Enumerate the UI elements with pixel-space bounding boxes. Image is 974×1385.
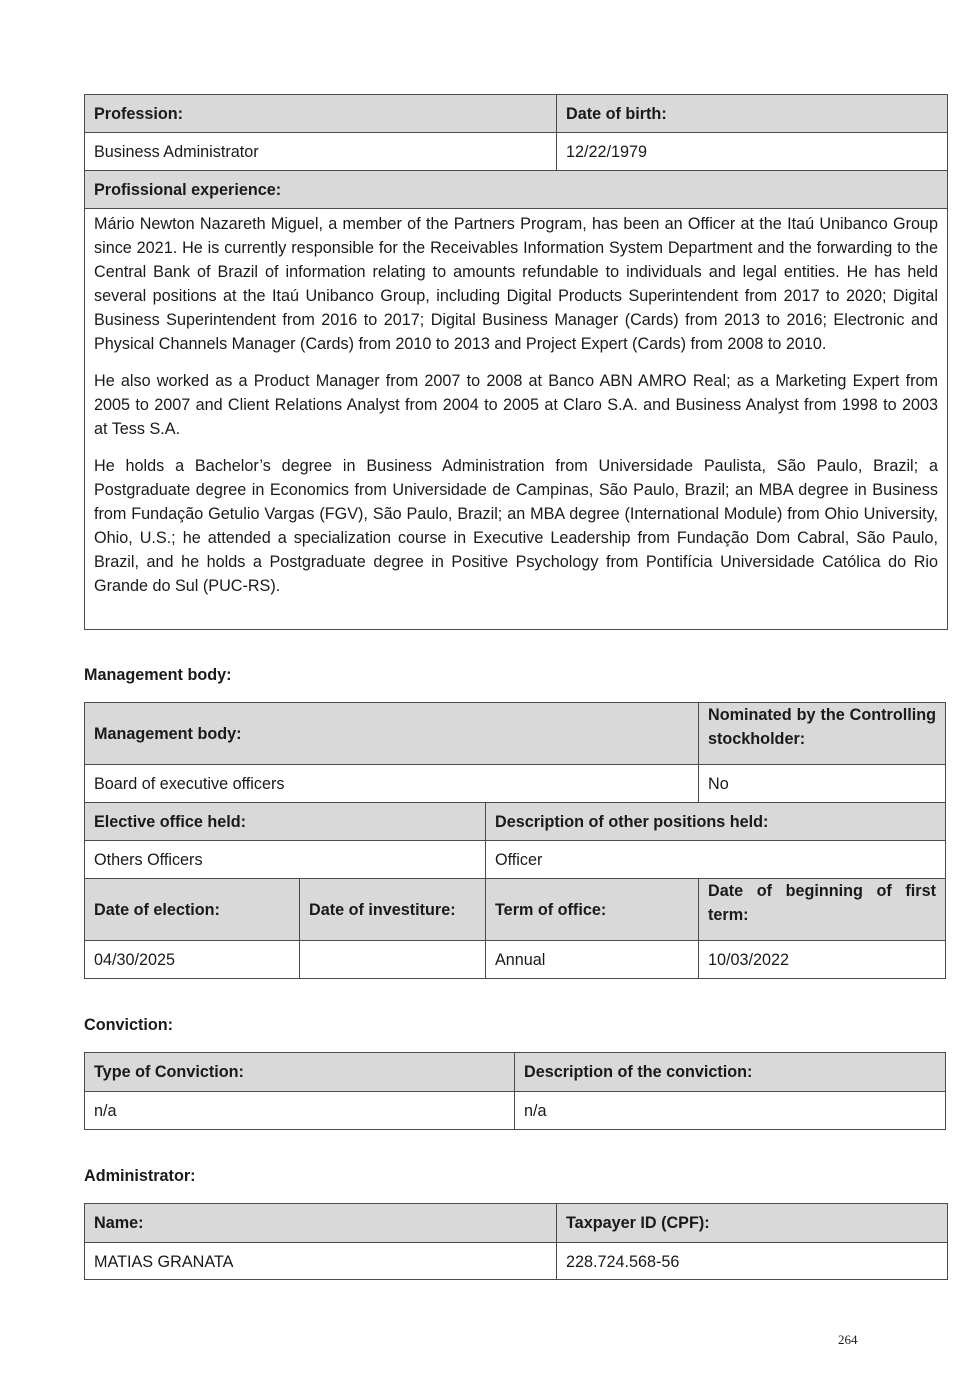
first-term-value: 10/03/2022 bbox=[699, 941, 946, 979]
experience-paragraph-3: He holds a Bachelor’s degree in Business Administration from Universidade Paulista, São Paulo, Brazil; a Postgraduate degree in Economics from Universidade de Campinas, São Paulo, Brazil; an MBA degree in Business from Fundação Getulio Vargas (FGV), São Paulo, Brazil; an MBA degree (International Module) from Ohio University, Ohio, U.S.; he attended a specialization course in Executive Leadership from Fundação Dom Cabral, São Paulo, Brazil, and he holds a Postgraduate degree in Positive Psychology from Pontifícia Universidade Católica do Rio Grande do Sul (PUC-RS). bbox=[94, 457, 938, 595]
page-number: 264 bbox=[838, 1332, 858, 1347]
term-of-office-label: Term of office: bbox=[486, 879, 699, 941]
management-heading: Management body: bbox=[84, 666, 232, 684]
election-date-label: Date of election: bbox=[85, 879, 300, 941]
profile-table bbox=[84, 94, 948, 630]
administrator-name-label: Name: bbox=[85, 1204, 557, 1243]
elective-office-label: Elective office held: bbox=[85, 803, 486, 841]
conviction-heading: Conviction: bbox=[84, 1016, 174, 1034]
profession-label: Profession: bbox=[85, 95, 557, 133]
conviction-description-label: Description of the conviction: bbox=[515, 1053, 946, 1092]
conviction-type-label: Type of Conviction: bbox=[85, 1053, 515, 1092]
nominated-label: Nominated by the Controlling stockholder: bbox=[699, 703, 946, 765]
other-positions-value: Officer bbox=[486, 841, 946, 879]
administrator-cpf-value: 228.724.568-56 bbox=[557, 1243, 948, 1280]
conviction-table bbox=[84, 1052, 946, 1130]
profession-value: Business Administrator bbox=[85, 133, 557, 171]
administrator-name-value: MATIAS GRANATA bbox=[85, 1243, 557, 1280]
administrator-table bbox=[84, 1203, 948, 1280]
nominated-value: No bbox=[699, 765, 946, 803]
administrator-heading: Administrator: bbox=[84, 1167, 196, 1185]
elective-office-value: Others Officers bbox=[85, 841, 486, 879]
term-of-office-value: Annual bbox=[486, 941, 699, 979]
other-positions-label: Description of other positions held: bbox=[486, 803, 946, 841]
management-body-label: Management body: bbox=[85, 703, 699, 765]
first-term-label: Date of beginning of first term: bbox=[699, 879, 946, 941]
administrator-cpf-label: Taxpayer ID (CPF): bbox=[557, 1204, 948, 1243]
dob-value: 12/22/1979 bbox=[557, 133, 948, 171]
experience-label: Profissional experience: bbox=[85, 171, 948, 209]
conviction-description-value: n/a bbox=[515, 1092, 946, 1130]
investiture-date-value bbox=[300, 941, 486, 979]
conviction-type-value: n/a bbox=[85, 1092, 515, 1130]
dob-label: Date of birth: bbox=[557, 95, 948, 133]
experience-paragraph-2: He also worked as a Product Manager from 2007 to 2008 at Banco ABN AMRO Real; as a Marketing Expert from 2005 to 2007 and Client Relations Analyst from 2004 to 2005 at Claro S.A. and Business Analyst from 1998 to 2003 at Tess S.A. bbox=[94, 372, 938, 438]
experience-text bbox=[85, 209, 948, 630]
management-table bbox=[84, 702, 946, 979]
investiture-date-label: Date of investiture: bbox=[300, 879, 486, 941]
management-body-value: Board of executive officers bbox=[85, 765, 699, 803]
election-date-value: 04/30/2025 bbox=[85, 941, 300, 979]
experience-paragraph-1: Mário Newton Nazareth Miguel, a member of the Partners Program, has been an Officer at the Itaú Unibanco Group since 2021. He is currently responsible for the Receivables Information System Department and the forwarding to the Central Bank of Brazil of information relating to amounts refundable to individuals and legal entities. He has held several positions at the Itaú Unibanco Group, including Digital Products Superintendent from 2017 to 2020; Digital Business Superintendent from 2016 to 2017; Digital Business Manager (Cards) from 2013 to 2016; Electronic and Physical Channels Manager (Cards) from 2010 to 2013 and Project Expert (Cards) from 2008 to 2010. bbox=[94, 215, 938, 353]
